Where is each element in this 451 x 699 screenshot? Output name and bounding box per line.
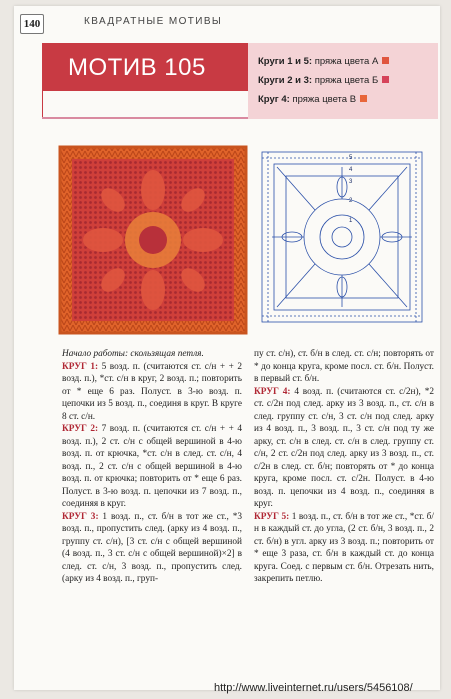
- instructions-column-2: [254, 348, 434, 586]
- yarn-key-label: Круги 1 и 5:: [258, 56, 313, 67]
- round-5: [254, 511, 434, 586]
- round-label: 5: [349, 155, 353, 161]
- round-2: [62, 423, 242, 511]
- page-number: 140: [20, 14, 44, 34]
- round-heading: КРУГ 5:: [254, 511, 290, 522]
- round-4: [254, 386, 434, 511]
- yarn-key-line-2: [258, 75, 389, 86]
- round-heading: КРУГ 4:: [254, 386, 291, 397]
- round-text: 5 возд. п. (считаются ст. с/н + + 2 возд. п.), *ст. с/н в круг, 2 возд. п.; повторить от * еще 6 раз. Полуст. в 3-ю возд. п. цепочки из 5 возд. п., соединя в круг. В круге 8 ст. с/н.: [62, 361, 242, 422]
- title-underline: [42, 117, 248, 119]
- round-3-continued: пу ст. с/н), ст. б/н в след. ст. с/н; повторять от * до конца круга, кроме посл. ст. б/н. Полуст. в первый ст. б/н.: [254, 349, 434, 384]
- title-divider: [42, 91, 43, 117]
- round-3: [62, 511, 242, 586]
- crochet-chart: [252, 142, 432, 332]
- yarn-key-text: пряжа цвета Б: [314, 75, 379, 86]
- motif-photo: [58, 145, 248, 335]
- round-label: 2: [349, 198, 353, 204]
- round-heading: КРУГ 1:: [62, 361, 99, 372]
- round-label: 3: [349, 179, 353, 185]
- round-heading: КРУГ 2:: [62, 424, 99, 434]
- round-heading: КРУГ 3:: [62, 511, 99, 522]
- yarn-key-label: Круг 4:: [258, 94, 290, 105]
- instructions-column-1: [62, 348, 242, 586]
- yarn-key-text: пряжа цвета В: [292, 94, 357, 105]
- yarn-key-line-3: [258, 94, 367, 105]
- color-swatch-icon: [360, 95, 367, 102]
- color-swatch-icon: [382, 76, 389, 83]
- motif-title: МОТИВ 105: [68, 54, 206, 81]
- yarn-key-text: пряжа цвета А: [314, 56, 379, 67]
- round-text: 1 возд. п., ст. б/н в тот же ст., *ст. б/н в каждый ст. до угла, (2 ст. б/н, 3 возд. п., 2 ст. б/н) в угл. арку из 3 возд. п.; повторить от * еще 3 раза, ст. б/н в каждый ст. до конца круга. Соед. с первым ст. б/н. Отрезать нить, закрепить петлю.: [254, 511, 434, 584]
- start-note: Начало работы: скользящая петля.: [62, 349, 204, 359]
- yarn-key-label: Круги 2 и 3:: [258, 75, 313, 86]
- running-head: КВАДРАТНЫЕ МОТИВЫ: [84, 16, 223, 27]
- round-text: 1 возд. п., ст. б/н в тот же ст., *3 возд. п., пропустить след. (арку из 4 возд. п., группу ст. с/н), [3 ст. с/н с общей вершиной (4 возд. п., 3 ст. с/н с общей вершиной)×2] в след. ст. с/н, 3 возд. п., пропустить след. (арку из 4 возд. п., груп-: [62, 511, 242, 584]
- round-text: 4 возд. п. (считаются ст. с/2н), *2 ст. с/2н под след. арку из 3 возд. п., ст. с/н в след. группу ст. с/н, 3 ст. с/н под след. арку из 4 возд. п., 3 возд. п., 3 ст. с/н под ту же арку, ст. с/н в след. ст. с/н в след. группу ст. с/н, 2 ст. с/2н под след. арку из 3 возд. п., ст. с/2н в след. ст. б/н; повторять от * до конца круга, кроме посл. ст. с/2н. Полуст. в 4-ю возд. п. цепочки из 4 возд. п., соединяя в круг.: [254, 386, 434, 509]
- round-text: 7 возд. п. (считаются ст. с/н + + 4 возд. п.), 2 ст. с/н с общей вершиной в 4-ю возд. п. от крючка, *ст. с/н в след. ст. с/н, 4 возд. п., 2 ст. с/н с общей вершиной в 4-ю возд. п. от крючка; повторить от * еще 6 раз. Полуст. в 3-ю возд. п. цепочки из 7 возд. п., соединяя в круг.: [62, 424, 242, 509]
- round-label: 1: [349, 218, 353, 224]
- color-swatch-icon: [382, 57, 389, 64]
- source-url: http://www.liveinternet.ru/users/5456108/: [214, 682, 413, 694]
- yarn-key-line-1: [258, 56, 389, 67]
- round-1: [62, 361, 242, 424]
- round-label: 4: [349, 167, 353, 173]
